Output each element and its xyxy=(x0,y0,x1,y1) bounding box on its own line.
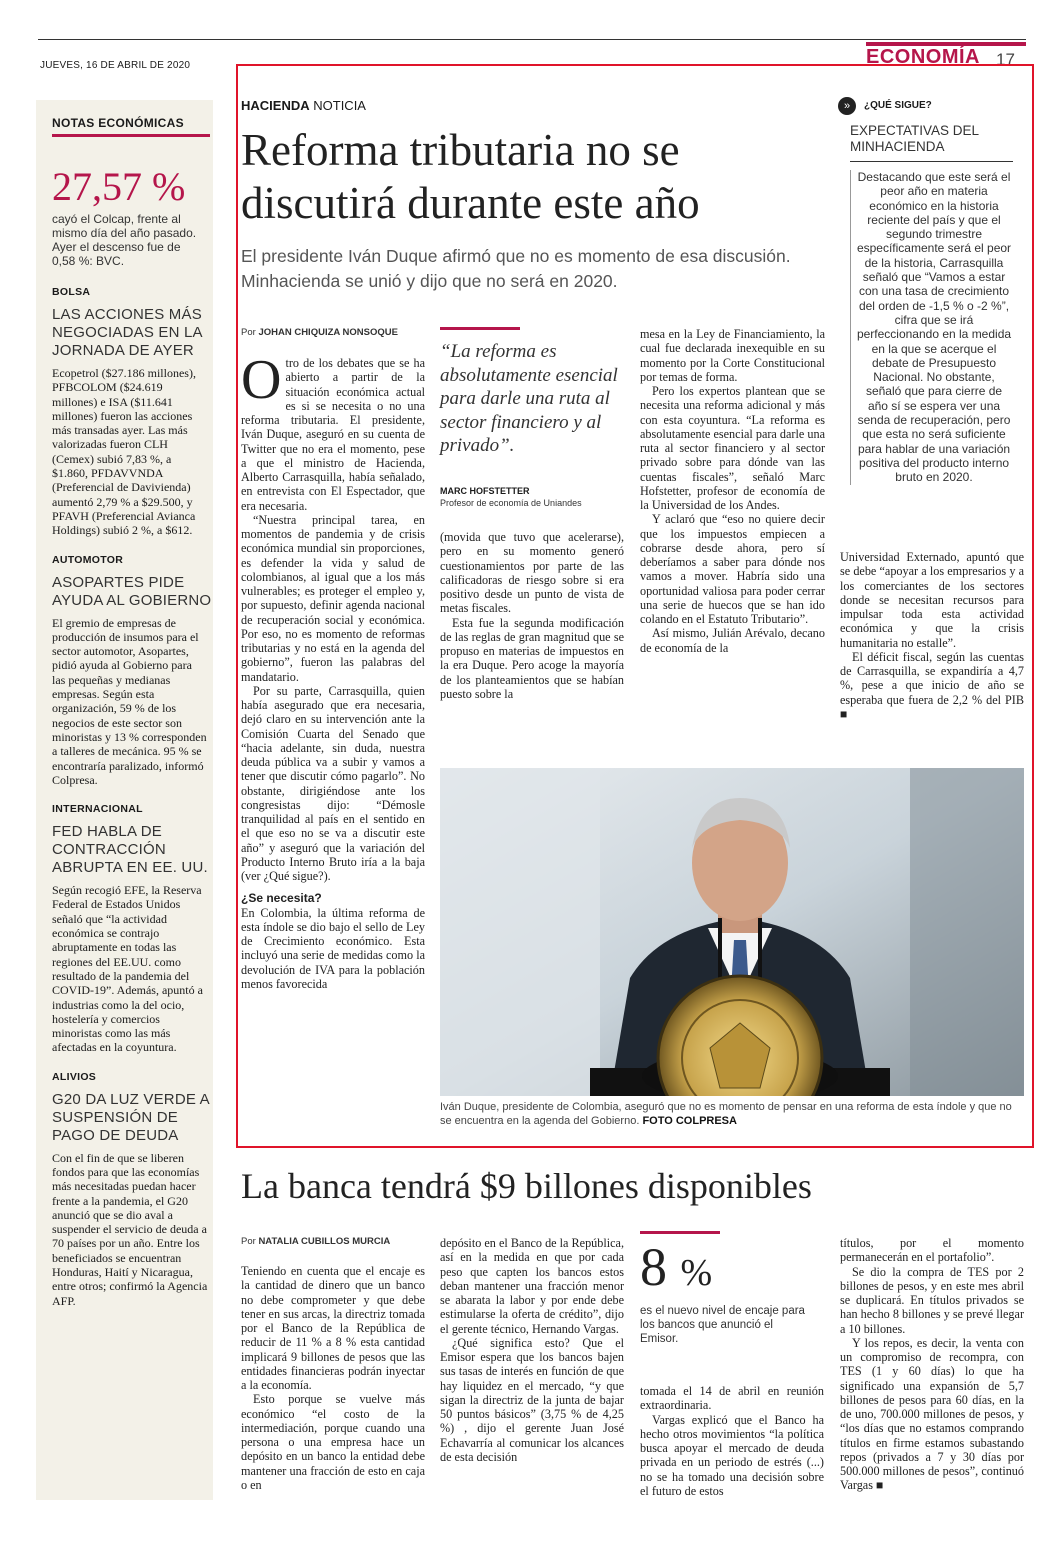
stat-caption: es el nuevo nivel de encaje para los bancos que anunció el Emisor. xyxy=(640,1305,805,1345)
double-chevron-icon: » xyxy=(838,97,856,115)
paragraph: Vargas explicó que el Banco ha hecho otros movimientos “la política busca apoyar el mercado de deuda privada en un periodo de estrés (...) no se ha tomado una decisión sobre el futuro de estos xyxy=(640,1412,824,1498)
note-bolsa xyxy=(52,286,212,538)
paragraph: ¿Qué significa esto? Que el Emisor espera que los bancos bajen sus tasas de interés en función de que hay liquidez en el mercado, “y que sigan la directriz de la junta de bajar 50 puntos básicos” (3,75 % de 4,25 %) , dijo el gerente Juan José Echavarría al comunicar los alcances de esta decisión xyxy=(440,1335,624,1464)
paragraph: tro de los debates que se ha abierto a partir de la situación económica actual es si se necesita o no una reforma tributaria. El presidente, Iván Duque, aseguró en su cuenta de Twitter que no era el momento, pese a que el ministro de Hacienda, Alberto Carrasquilla, había señalado, en entrevista con El Espectador, que era necesaria. xyxy=(241,356,425,513)
paragraph: Universidad Externado, apuntó que se debe “apoyar a los empresarios y a los comerciantes de los sectores donde se necesitan recursos para impulsar toda esta actividad económica y que la crisis humanitaria no estalle”. xyxy=(840,550,1024,650)
byline-prefix: Por xyxy=(241,327,256,338)
photo-credit: FOTO COLPRESA xyxy=(642,1115,737,1127)
que-sigue-body: Destacando que este será el peor año en materia económico en la historia reciente del país y que el segundo trimestre específicamente será el peor de la historia, Carrasquilla señaló que “Vamos a estar con una tasa de crecimiento del orden de -1,5 % o -2 %”, cifra que se irá perfeccionando en la medida en la que se acerque el debate de Presupuesto Nacional. No obstante, señaló que para cierre de año sí se espera ver una senda de recuperación, pero que esta no será suficiente para hablar de una variación positiva del producto interno bruto en 2020. xyxy=(850,170,1013,485)
paragraph: Así mismo, Julián Arévalo, decano de economía de la xyxy=(640,626,825,655)
photo-caption xyxy=(440,1100,1026,1128)
que-sigue-label: ¿QUÉ SIGUE? xyxy=(864,99,932,111)
quote-author: MARC HOFSTETTER xyxy=(440,486,530,496)
top-rule xyxy=(38,39,1026,40)
drop-cap: O xyxy=(241,349,282,411)
paragraph: Pero los expertos plantean que se necesita una reforma adicional y más con esta coyuntura. “La reforma es absolutamente esencial para darle una ruta al sector financiero y al sector privado sobre para dónde van las cuentas fiscales”, señaló Marc Hofstetter, profesor de economía de la Universidad de los Andes. xyxy=(640,384,825,512)
note-title: LAS ACCIONES MÁS NEGOCIADAS EN LA JORNADA DE AYER xyxy=(52,306,202,359)
sidebar-big-number: 27,57 % xyxy=(52,164,186,209)
byline-author: JOHAN CHIQUIZA NONSOQUE xyxy=(258,327,398,338)
sidebar-title-rule xyxy=(52,134,210,137)
note-kicker: ALIVIOS xyxy=(52,1070,97,1083)
paragraph: Esta fue la segunda modificación de las reglas de gran magnitud que se propuso en materias de impuestos en la era Duque. Pero acoge la mayoría de los planteamientos que se habían puesto sobre la xyxy=(440,615,624,701)
paragraph: Se dio la compra de TES por 2 billones de pesos, y en este mes abril se duplicará. En títulos privados se han hecho 8 billones y se prevé llegar a 10 billones. xyxy=(840,1264,1024,1336)
paragraph: depósito en el Banco de la República, así en la medida en que por cada peso que capten los bancos estos deban mantener una fracción menor se abarata la labor y por ende debe estimularse la oferta de crédito”, dijo el gerente técnico, Hernando Vargas. xyxy=(440,1236,624,1336)
page-number: 17 xyxy=(996,50,1015,69)
paragraph: Por su parte, Carrasquilla, quien había asegurado que era necesaria, dejó claro en su intervención ante la Comisión Cuarta del Senado que “hacia adelante, sin duda, nuestra deuda pública va a subir y vamos a tener que discutir cómo pagarlo”. No obstante, dirigiéndose ante los congresistas dijo: “Démosle tranquilidad al país en el sentido en el que eso no se va a discutir este año” y aseguró que la variación del Producto Interno Bruto iría a la baja (ver ¿Qué sigue?). xyxy=(241,683,425,883)
article2-column-1 xyxy=(241,1264,425,1492)
note-kicker: AUTOMOTOR xyxy=(52,553,124,566)
note-title: G20 DA LUZ VERDE A SUSPENSIÓN DE PAGO DE DEUDA xyxy=(52,1090,209,1144)
note-internacional xyxy=(52,803,212,1055)
article2-column-3 xyxy=(640,1384,824,1498)
president-speaking-photo xyxy=(440,768,1024,1096)
article-column-3 xyxy=(640,327,825,655)
paragraph: tomada el 14 de abril en reunión extraordinaria. xyxy=(640,1384,824,1413)
article2-column-4 xyxy=(840,1236,1024,1493)
article2-headline: La banca tendrá $9 billones disponibles xyxy=(241,1166,812,1206)
article-deck: El presidente Iván Duque afirmó que no es momento de esa discusión. Minhacienda se unió y dijo que no será en 2020. xyxy=(241,246,791,291)
byline-author: NATALIA CUBILLOS MURCIA xyxy=(258,1236,391,1247)
note-title: FED HABLA DE CONTRACCIÓN ABRUPTA EN EE. UU. xyxy=(52,823,208,877)
kicker-section: HACIENDA xyxy=(241,98,310,113)
paragraph: El déficit fiscal, según las cuentas de Carrasquilla, se expandiría a 4,7 %, pese a que inicio de año se esperaba que fuera de 2,2 % del PIB ■ xyxy=(840,649,1024,721)
byline-prefix: Por xyxy=(241,1236,256,1247)
paragraph: mesa en la Ley de Financiamiento, la cual fue declarada inexequible en su momento por la Corte Constitucional por temas de forma. xyxy=(640,327,825,384)
paragraph: (movida que tuvo que acelerarse), pero en su momento generó cuestionamientos por parte de las calificadoras de riesgo sobre si era positivo desde un punto de vista de metas fiscales. xyxy=(440,530,624,616)
pull-quote: “La reforma es absolutamente esencial para darle una ruta al sector financiero y al privado”. xyxy=(440,341,618,456)
note-automotor xyxy=(52,554,212,788)
note-alivios xyxy=(52,1071,212,1308)
stat-rule xyxy=(640,1231,720,1234)
article2-byline xyxy=(241,1236,390,1247)
article-headline: Reforma tributaria no se discutirá durante este año xyxy=(241,125,700,228)
note-body: Con el fin de que se liberen fondos para que las economías más necesitadas puedan hacer frente a la pandemia, el G20 anunció que se dio aval a suspender el servicio de deuda a 70 países por un año. Entre los beneficiados se encuentran Honduras, Haití y Nicaragua, entre otros; confirmó la Agencia AFP. xyxy=(52,1150,208,1308)
note-body: Según recogió EFE, la Reserva Federal de Estados Unidos señaló que “la actividad económica se contrajo abruptamente en todas las regiones del EE.UU. como resultado de la pandemia del COVID-19”. Además, apuntó a industrias como la del ocio, hostelería y comercios minoristas como las más afectadas en la coyuntura. xyxy=(52,883,203,1055)
note-title: ASOPARTES PIDE AYUDA AL GOBIERNO xyxy=(52,573,212,609)
article-kicker xyxy=(241,98,366,113)
caption-text: Iván Duque, presidente de Colombia, aseguró que no es momento de pensar en una reforma de esta índole y que no se encuentra en la agenda del Gobierno. xyxy=(440,1101,1012,1127)
article-column-2 xyxy=(440,530,624,701)
note-body: Ecopetrol ($27.186 millones), PFBCOLOM ($24.619 millones) e ISA ($11.641 millones) fueron las acciones más transadas ayer. Las más valorizadas fueron CLH (Cemex) subió 7,83 %, a $1.860, PFDAVVNDA (Preferencial de Davivienda) aumentó 2,79 % a $29.500, y PFAVH (Preferencial Avianca Holdings) subió 2 %, a $612. xyxy=(52,366,196,538)
paragraph: Y aclaró que “eso no quiere decir que los impuestos empiecen a cobrarse desde ahora, pero sí deberíamos a saber para dónde nos vamos a mover. Habría sido una oportunidad valiosa para poder cerrar una serie de huecos que se han ido colando en el Estatuto Tributario”. xyxy=(640,512,825,626)
notas-economicas-sidebar xyxy=(36,100,213,1500)
quote-author-role: Profesor de economía de Uniandes xyxy=(440,498,582,508)
subheading: ¿Se necesita? xyxy=(241,891,322,906)
stat-unit: % xyxy=(680,1252,713,1294)
issue-date: JUEVES, 16 DE ABRIL DE 2020 xyxy=(40,60,191,71)
sidebar-title: NOTAS ECONÓMICAS xyxy=(52,116,184,130)
que-sigue-box xyxy=(838,96,1013,485)
stat-value: 8 xyxy=(640,1237,667,1297)
stat-number xyxy=(640,1236,712,1298)
note-kicker: BOLSA xyxy=(52,286,91,298)
article-photo xyxy=(440,768,1024,1096)
sidebar-big-caption: cayó el Colcap, frente al mismo día del año pasado. Ayer el descenso fue de 0,58 %: BVC. xyxy=(52,212,197,268)
article-column-4 xyxy=(840,550,1024,721)
paragraph: Esto porque se vuelve más económico “el costo de la intermediación, porque cuando una persona o una empresa hace un depósito en un banco la entidad debe mantener una fracción de esto en caja o en xyxy=(241,1392,425,1492)
paragraph: Y los repos, es decir, la venta con un compromiso de recompra, con TES (1 y 60 días) lo que ha significado una expansión de 5,7 billones de pesos para 60 días, en la de uno, 700.000 millones de pesos, y “los días que no estamos comprando títulos en firme estamos subastando repos (privados a 7 y 30 días por 500.000 millones de pesos”, continuó Vargas ■ xyxy=(840,1335,1024,1493)
article2-column-2 xyxy=(440,1236,624,1464)
note-body: El gremio de empresas de producción de insumos para el sector automotor, Asopartes, pidió ayuda al Gobierno para las pequeñas y medianas empresas. Según esta organización, 59 % de los negocios de este sector son minoristas y 13 % corresponden a talleres de mecánica. 95 % se encontraría paralizado, informó Colpresa. xyxy=(52,615,207,787)
note-kicker: INTERNACIONAL xyxy=(52,803,143,816)
kicker-type: NOTICIA xyxy=(313,98,366,113)
quote-rule xyxy=(440,327,520,330)
section-name: ECONOMÍA xyxy=(866,46,980,68)
article-column-1 xyxy=(241,349,425,991)
que-sigue-title: EXPECTATIVAS DEL MINHACIENDA xyxy=(850,123,979,154)
paragraph: En Colombia, la última reforma de esta índole se dio bajo el sello de Ley de Crecimiento económico. Esta incluyó una serie de medidas como la devolución de IVA para la población menos favorecida xyxy=(241,905,425,991)
que-sigue-rule xyxy=(850,161,1013,162)
article-byline xyxy=(241,327,398,338)
paragraph: Teniendo en cuenta que el encaje es la cantidad de dinero que un banco no debe comprometer y que debe tener en sus arcas, la directriz tomada por el Banco de la República de reducir de 11 % a 8 % esta cantidad implicará 9 billones de pesos que las entidades financieras podrán inyectar a la economía. xyxy=(241,1264,425,1392)
paragraph: títulos, por el momento permanecerán en el portafolio”. xyxy=(840,1236,1024,1265)
paragraph: “Nuestra principal tarea, en momentos de pandemia y de crisis económica mundial sin proporciones, es defender la vida y salud de colombianos, al igual que a los más vulnerables; es proteger el empleo y, por supuesto, definir agenda nacional de recuperación social y económica. Por eso, no es momento de reformas tributarias y no está en la agenda del gobierno”, fueron las palabras del mandatario. xyxy=(241,512,425,684)
